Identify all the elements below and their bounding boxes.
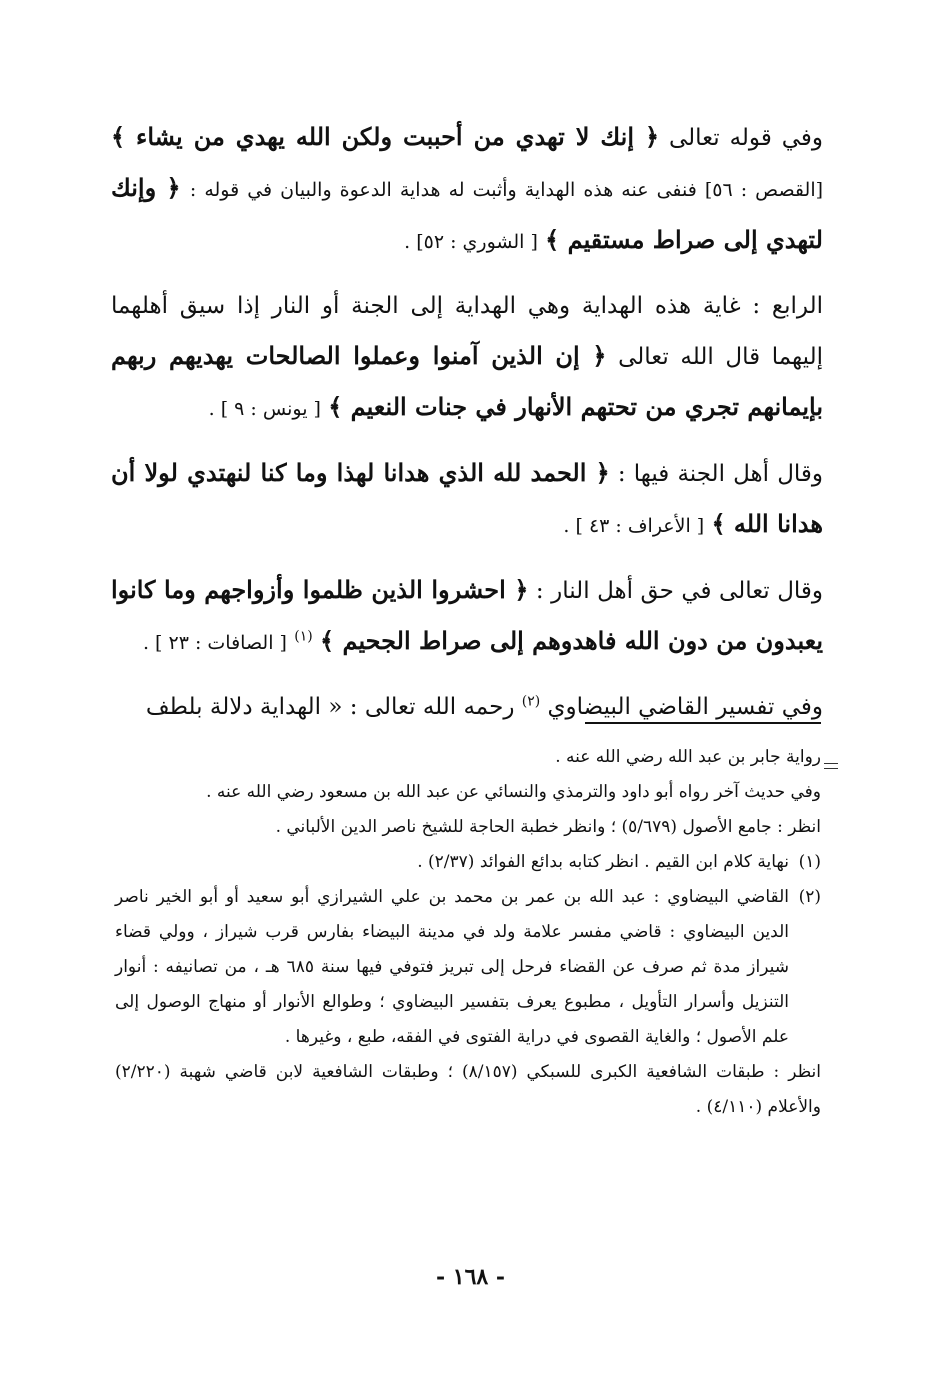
quran-quote: ﴿ إن الذين آمنوا وعملوا الصالحات يهديهم ربهم بإيمانهم تجري من تحتهم الأنهار في جنات النعيم ﴾ <box>111 341 823 421</box>
page-number: - ١٦٨ - <box>435 1264 506 1290</box>
footnotes <box>115 740 821 1125</box>
quran-quote: ﴿ الحمد لله الذي هدانا لهذا وما كنا لنهتدي لولا أن هدانا الله ﴾ <box>111 458 823 538</box>
paragraph-text: وفي قوله تعالى <box>668 125 824 151</box>
footnote-2 <box>115 880 821 1055</box>
quran-quote: ﴿ إنك لا تهدي من أحببت ولكن الله يهدي من يشاء ﴾ <box>111 122 660 151</box>
footnote-marker: (٢) <box>521 693 541 710</box>
footnote-number: (٢) <box>798 887 821 907</box>
paragraph-text: وقال تعالى في حق أهل النار : <box>535 578 824 604</box>
main-text <box>111 112 823 746</box>
footnote-source: انظر : طبقات الشافعية الكبرى للسبكي (٨/١٥٧) ؛ وطبقات الشافعية لابن قاضي شهبة (٢/٢٢٠) والأعلام (٤/١١٠) . <box>115 1062 822 1117</box>
footnote-continuation: رواية جابر بن عبد الله رضي الله عنه . <box>555 747 821 767</box>
verse-reference: [ يونس : ٩ ] . <box>208 398 321 420</box>
footnote-1 <box>115 845 821 880</box>
paragraph-text: [القصص : ٥٦] فنفى عنه هذه الهداية وأثبت له هداية الدعوة والبيان في قوله : <box>189 179 824 201</box>
paragraph-5 <box>111 682 823 732</box>
footnote-marker: (١) <box>294 628 313 645</box>
footnote-separator <box>585 722 821 724</box>
quran-quote: ﴿ وإنك لتهدي إلى صراط مستقيم ﴾ <box>111 173 823 254</box>
paragraph-3 <box>111 448 823 551</box>
verse-reference: [ الصافات : ٢٣ ] . <box>142 632 287 654</box>
verse-reference: [ الشوري : ٥٢] . <box>404 231 538 253</box>
footnote-text: القاضي البيضاوي : عبد الله بن عمر بن محمد بن علي الشيرازي أبو سعيد أو أبو الخير ناصر الدين البيضاوي : قاضي مفسر علامة ولد في مدينة البيضاء بفارس قرب شيراز ، وولي قضاء شيراز مدة ثم صرف عن القضاء فرحل إلى تبريز فتوفي فيها سنة ٦٨٥ هـ ، من تصانيفه : أنوار التنزيل وأسرار التأويل ، مطبوع يعرف بتفسير البيضاوي ؛ وطوالع الأنوار أو منهاج الوصول إلى علم الأصول ؛ والغاية القصوى في دراية الفتوى في الفقه، طبع ، وغيرها . <box>115 887 789 1047</box>
paragraph-4 <box>111 565 823 668</box>
paragraph-text: رحمه الله تعالى : « الهداية دلالة بلطف <box>145 694 515 720</box>
paragraph-1 <box>111 112 823 267</box>
paragraph-text: وفي تفسير القاضي البيضاوي <box>547 694 823 720</box>
margin-mark <box>824 763 838 769</box>
footnote-continuation: انظر : جامع الأصول (٥/٦٧٩) ؛ وانظر خطبة الحاجة للشيخ ناصر الدين الألباني . <box>275 817 821 837</box>
verse-reference: [ الأعراف : ٤٣ ] . <box>563 515 705 537</box>
footnote-text: نهاية كلام ابن القيم . انظر كتابه بدائع الفوائد (٢/٣٧) . <box>417 852 789 872</box>
footnote-continuation: وفي حديث آخر رواه أبو داود والترمذي والنسائي عن عبد الله بن مسعود رضي الله عنه . <box>206 782 821 802</box>
paragraph-2 <box>111 281 823 434</box>
paragraph-text: وقال أهل الجنة فيها : <box>617 461 824 487</box>
quran-quote: ﴿ احشروا الذين ظلموا وأزواجهم وما كانوا يعبدون من دون الله فاهدوهم إلى صراط الجحيم ﴾ <box>111 575 823 655</box>
paragraph-text: الرابع : غاية هذه الهداية وهي الهداية إلى الجنة أو النار إذا سيق أهلهما إليهما قال الله تعالى <box>111 293 823 370</box>
footnote-number: (١) <box>798 852 821 872</box>
